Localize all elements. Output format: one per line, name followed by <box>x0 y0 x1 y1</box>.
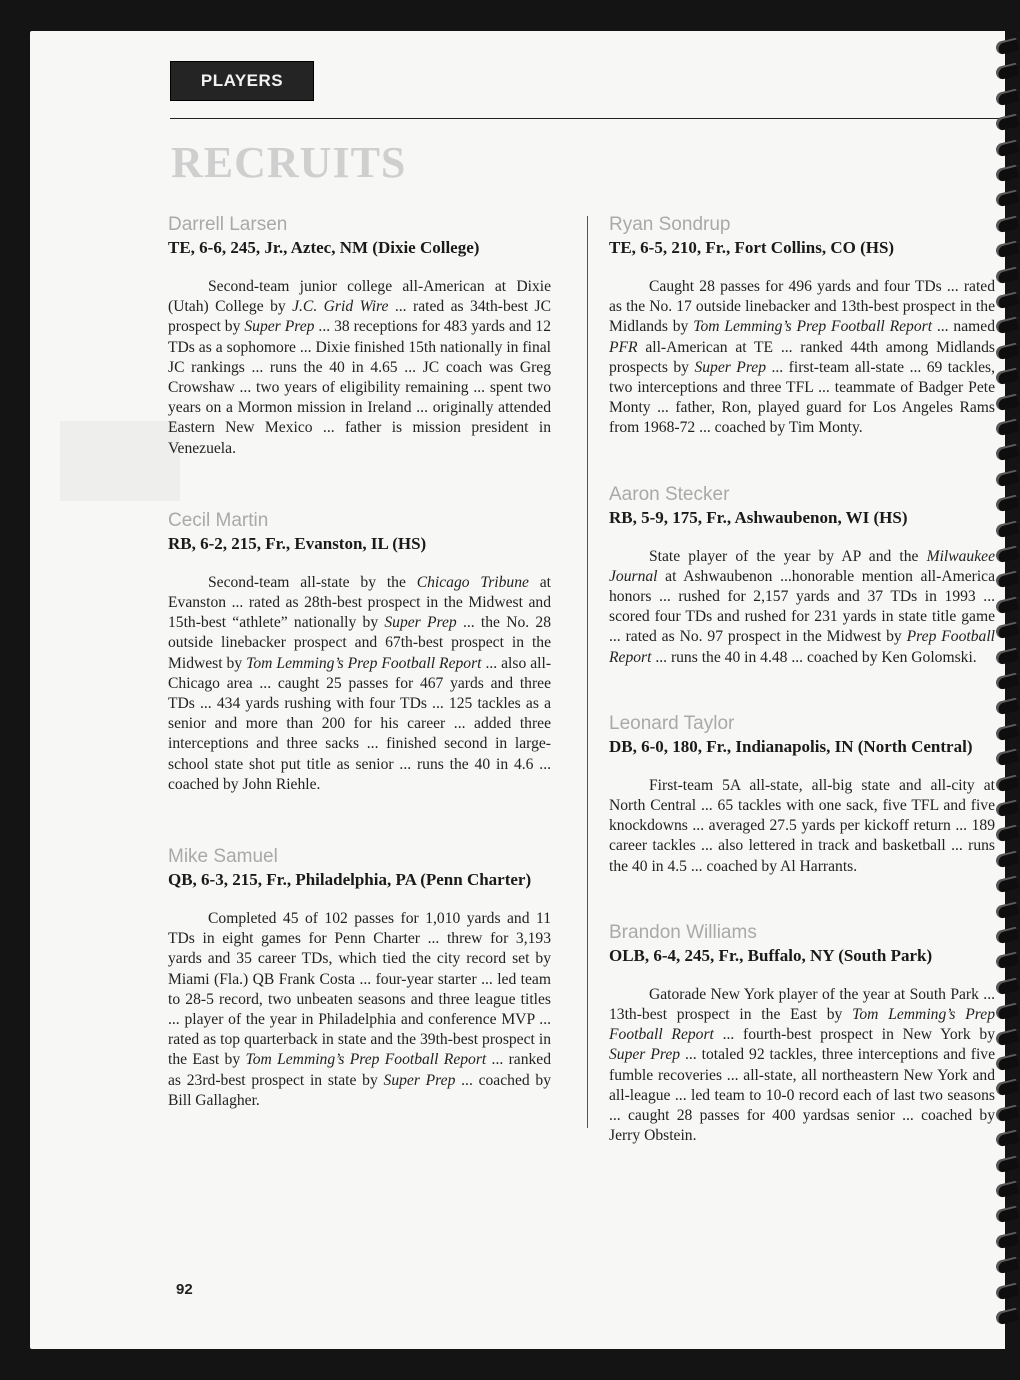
spiral-coil <box>995 1104 1019 1122</box>
spiral-coil <box>995 342 1019 360</box>
player-bio: Second-team all-state by the Chicago Tribune at Evanston ... rated as 28th-best prospect in the Midwest and 15th-best “athlete” nationally by Super Prep ... the No. 28 outside linebacker prospect and 67th-best prospect in the Midwest by Tom Lemming’s Prep Football Report ... also all-Chicago area ... caught 25 passes for 467 yards and three TDs ... 434 yards rushing with four TDs ... 125 tackles as a senior and more than 200 for his career ... added three interceptions and three sacks ... finished second in large-school state shot put title as senior ... runs the 40 in 4.6 ... coached by John Riehle. <box>168 573 552 793</box>
spiral-coil <box>995 1028 1019 1046</box>
spiral-coil <box>995 1054 1019 1072</box>
section-tab <box>170 61 314 101</box>
player-info: TE, 6-5, 210, Fr., Fort Collins, CO (HS) <box>609 238 895 257</box>
column-divider <box>587 216 588 1128</box>
player-entry <box>168 846 551 1111</box>
player-entry <box>609 713 995 877</box>
player-bio: Second-team junior college all-American at Dixie (Utah) College by J.C. Grid Wire ... rated as 34th-best JC prospect by Super Prep ... 38 receptions for 483 yards and 12 TDs as a sophomore ... Dixie finished 15th nationally in final JC rankings ... runs the 40 in 4.65 ... JC coach was Greg Crowshaw ... two years of eligibility remaining ... spent two years on a Mormon mission in Ireland ... originally attended Eastern New Mexico ... father is mission president in Venezuela. <box>168 278 552 457</box>
spiral-coil <box>995 596 1019 614</box>
spiral-coil <box>995 1079 1019 1097</box>
player-info: OLB, 6-4, 245, Fr., Buffalo, NY (South Park) <box>609 945 933 965</box>
player-name: Ryan Sondrup <box>609 214 731 235</box>
right-column <box>609 214 995 1146</box>
player-name: Aaron Stecker <box>609 483 730 505</box>
player-entry <box>168 214 551 459</box>
player-bio: Gatorade New York player of the year at South Park ... 13th-best prospect in the East by Tom Lemming’s Prep Football Report ... fourth-best prospect in New York by Super Prep ... totaled 92 tackles, three interceptions and five fumble recoveries ... all-state, all northeastern New York and all-league ... led team to 10-0 record each of last two seasons ... caught 28 passes for 400 yardsas senior ... coached by Jerry Obstein. <box>609 985 995 1145</box>
spiral-coil <box>995 571 1019 589</box>
page-number: 92 <box>176 1281 193 1298</box>
player-entry <box>168 510 551 795</box>
spiral-coil <box>995 825 1019 843</box>
player-entry <box>609 922 995 1147</box>
player-name: Mike Samuel <box>168 846 278 868</box>
section-tab-label: PLAYERS <box>200 71 284 90</box>
spiral-coil <box>995 1181 1019 1199</box>
spiral-coil <box>995 292 1019 310</box>
spiral-coil <box>995 876 1019 894</box>
page-title: RECRUITS <box>171 138 407 187</box>
bleed-through-shadow <box>60 421 180 501</box>
document-page <box>30 31 1005 1349</box>
player-name: Brandon Williams <box>609 921 757 943</box>
spiral-coil <box>995 114 1019 132</box>
spiral-coil <box>995 266 1019 284</box>
header-rule <box>170 118 1005 119</box>
player-bio: Caught 28 passes for 496 yards and four TDs ... rated as the No. 17 outside linebacker and 13th-best prospect in the Midlands by Tom Lemming’s Prep Football Report ... named PFR all-American at TE ... ranked 44th among Midlands prospects by Super Prep ... first-team all-state ... 69 tackles, two interceptions and three TFL ... teammate of Badger Pete Monty ... father, Ron, played guard for Los Angeles Rams from 1968-72 ... coached by Tim Monty. <box>609 278 995 437</box>
spiral-coil <box>995 1155 1019 1173</box>
spiral-coil <box>995 647 1019 665</box>
spiral-coil <box>995 469 1019 487</box>
spiral-coil <box>995 1308 1019 1326</box>
spiral-coil <box>995 927 1019 945</box>
spiral-coil <box>995 774 1019 792</box>
spiral-coil <box>995 215 1019 233</box>
spiral-coil <box>995 139 1019 157</box>
spiral-coil <box>995 622 1019 640</box>
player-name: Leonard Taylor <box>609 712 735 734</box>
player-entry <box>609 214 995 439</box>
player-info: RB, 5-9, 175, Fr., Ashwaubenon, WI (HS) <box>609 507 908 527</box>
spiral-coil <box>995 952 1019 970</box>
spiral-coil <box>995 1206 1019 1224</box>
spiral-coil <box>995 38 1019 56</box>
spiral-coil <box>995 850 1019 868</box>
spiral-coil <box>995 190 1019 208</box>
spiral-coil <box>995 723 1019 741</box>
player-info: QB, 6-3, 215, Fr., Philadelphia, PA (Penn Charter) <box>168 870 532 890</box>
spiral-coil <box>995 444 1019 462</box>
spiral-coil <box>995 393 1019 411</box>
spiral-coil <box>995 673 1019 691</box>
player-info: RB, 6-2, 215, Fr., Evanston, IL (HS) <box>168 533 427 553</box>
player-bio: First-team 5A all-state, all-big state and all-city at North Central ... 65 tackles with one sack, five TFL and five knockdowns ... averaged 27.5 yards per kickoff return ... 189 career tackles ... also lettered in track and basketball ... runs the 40 in 4.5 ... coached by Al Harrants. <box>609 776 995 875</box>
left-column <box>168 214 551 1111</box>
spiral-coil <box>995 368 1019 386</box>
spiral-coil <box>995 977 1019 995</box>
player-info: TE, 6-6, 245, Jr., Aztec, NM (Dixie College) <box>168 238 480 257</box>
spiral-coil <box>995 241 1019 259</box>
spiral-coil <box>995 165 1019 183</box>
player-name: Cecil Martin <box>168 509 269 531</box>
spiral-coil <box>995 1130 1019 1148</box>
player-info: DB, 6-0, 180, Fr., Indianapolis, IN (North Central) <box>609 736 973 756</box>
spiral-coil <box>995 800 1019 818</box>
player-bio: State player of the year by AP and the Milwaukee Journal at Ashwaubenon ...honorable mention all-America honors ... rushed for 2,157 yards and 37 TDs in 1993 ... scored four TDs and rushed for 231 yards in state title game ... rated as No. 97 prospect in the Midwest by Prep Football Report ... runs the 40 in 4.48 ... coached by Ken Golomski. <box>609 547 995 666</box>
spiral-coil <box>995 1003 1019 1021</box>
spiral-coil <box>995 520 1019 538</box>
spiral-coil <box>995 317 1019 335</box>
spiral-coil <box>995 1231 1019 1249</box>
spiral-coil <box>995 1257 1019 1275</box>
spiral-coil <box>995 1282 1019 1300</box>
spiral-coil <box>995 546 1019 564</box>
player-bio: Completed 45 of 102 passes for 1,010 yards and 11 TDs in eight games for Penn Charter ... threw for 3,193 yards and 35 career TDs, which tied the city record set by Miami (Fla.) QB Frank Costa ... four-year starter ... led team to 28-5 record, two unbeaten seasons and three league titles ... player of the year in Philadelphia and conference MVP ... rated as top quarterback in state and the 39th-best prospect in the East by Tom Lemming’s Prep Football Report ... ranked as 23rd-best prospect in state by Super Prep ... coached by Bill Gallagher. <box>168 910 552 1109</box>
player-entry <box>609 484 995 668</box>
spiral-coil <box>995 749 1019 767</box>
spiral-coil <box>995 901 1019 919</box>
player-name: Darrell Larsen <box>168 214 288 235</box>
spiral-binding <box>996 40 1020 1340</box>
spiral-coil <box>995 698 1019 716</box>
spiral-coil <box>995 88 1019 106</box>
spiral-coil <box>995 419 1019 437</box>
spiral-coil <box>995 63 1019 81</box>
spiral-coil <box>995 495 1019 513</box>
